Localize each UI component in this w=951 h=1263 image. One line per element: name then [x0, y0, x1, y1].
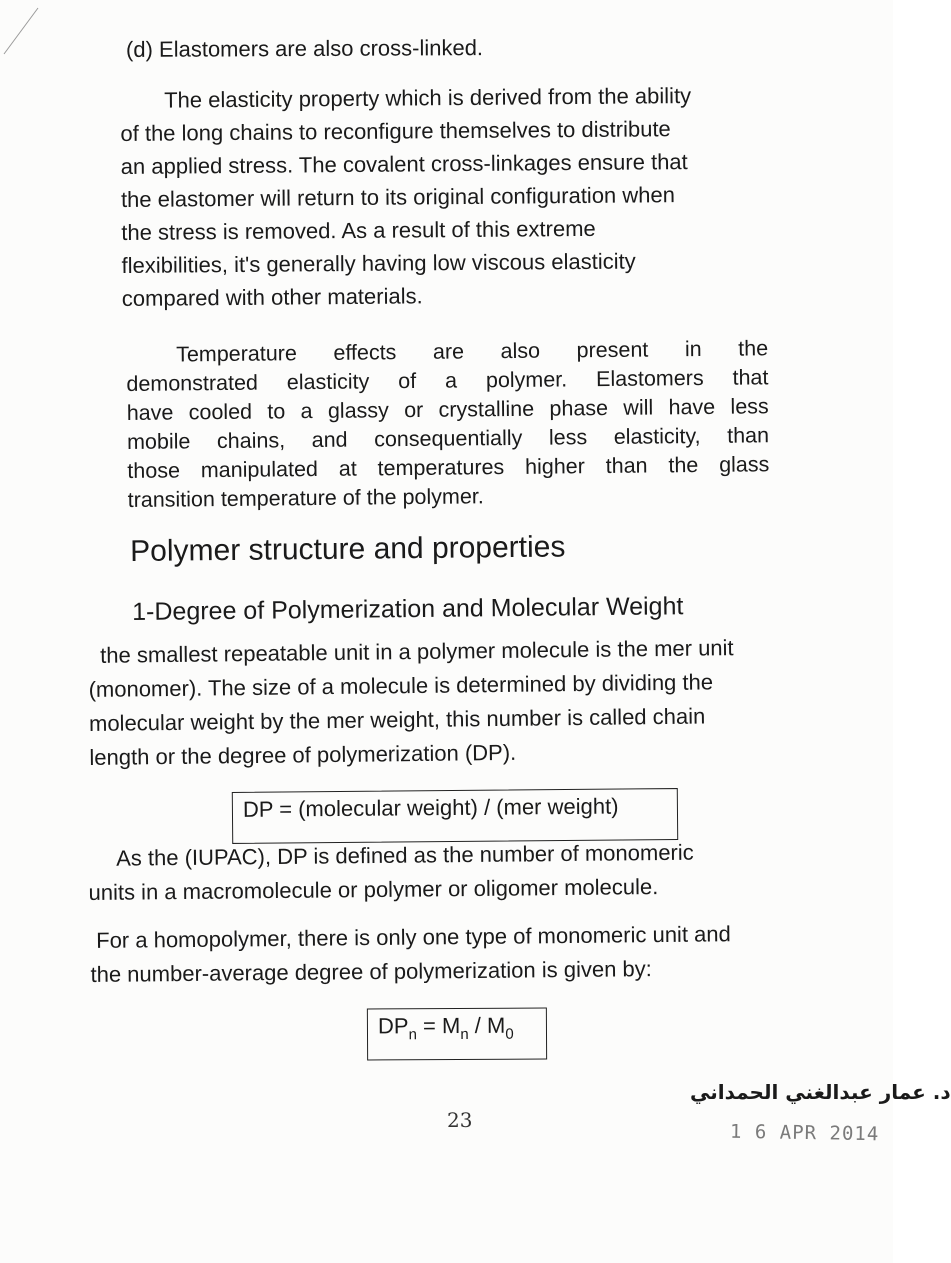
text-line: flexibilities, it's generally having low viscous elasticity: [121, 248, 636, 278]
text-line: the stress is removed. As a result of this extreme: [121, 215, 596, 245]
paragraph-mer-unit: [88, 630, 818, 775]
text-line: the number-average degree of polymerization is given by:: [90, 956, 652, 987]
text-line: of the long chains to reconfigure themselves to distribute: [120, 116, 671, 146]
text-line: the elastomer will return to its original configuration when: [120, 182, 676, 212]
paragraph-homopolymer: [90, 916, 816, 992]
text-line: units in a macromolecule or polymer or oligomer molecule.: [88, 874, 659, 905]
text-line: (monomer). The size of a molecule is determined by dividing the: [88, 669, 714, 702]
text-line: length or the degree of polymerization (DP).: [89, 739, 517, 770]
text-line: compared with other materials.: [121, 283, 423, 311]
paragraph-temperature: [126, 334, 770, 515]
section-heading: Polymer structure and properties: [130, 530, 566, 568]
formula-dpn-box: [367, 1008, 547, 1061]
corner-scan-mark: [2, 6, 42, 56]
text-line: have cooled to a glassy or crystalline phase will have less: [126, 394, 769, 425]
text-line: The elasticity property which is derived from the ability: [164, 83, 692, 113]
subsection-heading: 1-Degree of Polymerization and Molecular Weight: [132, 592, 684, 626]
formula-dp: DP = (molecular weight) / (mer weight): [242, 793, 619, 822]
text-line: those manipulated at temperatures higher than the glass: [127, 452, 770, 483]
list-item-d: (d) Elastomers are also cross-linked.: [125, 35, 484, 62]
text-line: an applied stress. The covalent cross-linkages ensure that: [120, 149, 688, 179]
text-line: molecular weight by the mer weight, this number is called chain: [88, 703, 706, 736]
text-line: mobile chains, and consequentially less elasticity, than: [126, 423, 770, 454]
date-stamp: 1 6 APR 2014: [729, 1120, 880, 1146]
text-line: As the (IUPAC), DP is defined as the number of monomeric: [116, 839, 694, 871]
text-line: transition temperature of the polymer.: [127, 484, 484, 512]
text-line: For a homopolymer, there is only one type of monomeric unit and: [96, 921, 731, 953]
formula-dpn: $DP_n = M_n / M_0$: [377, 1012, 514, 1044]
text-line: the smallest repeatable unit in a polymer molecule is the mer unit: [100, 635, 734, 668]
author-signature: د. عمار عبدالغني الحمداني: [690, 1080, 951, 1104]
page-number: 23: [447, 1108, 473, 1132]
text-line: Temperature effects are also present in the: [176, 336, 769, 367]
text-line: demonstrated elasticity of a polymer. Elastomers that: [126, 365, 769, 396]
paragraph-elasticity: [120, 78, 762, 315]
paragraph-iupac: [88, 835, 789, 910]
